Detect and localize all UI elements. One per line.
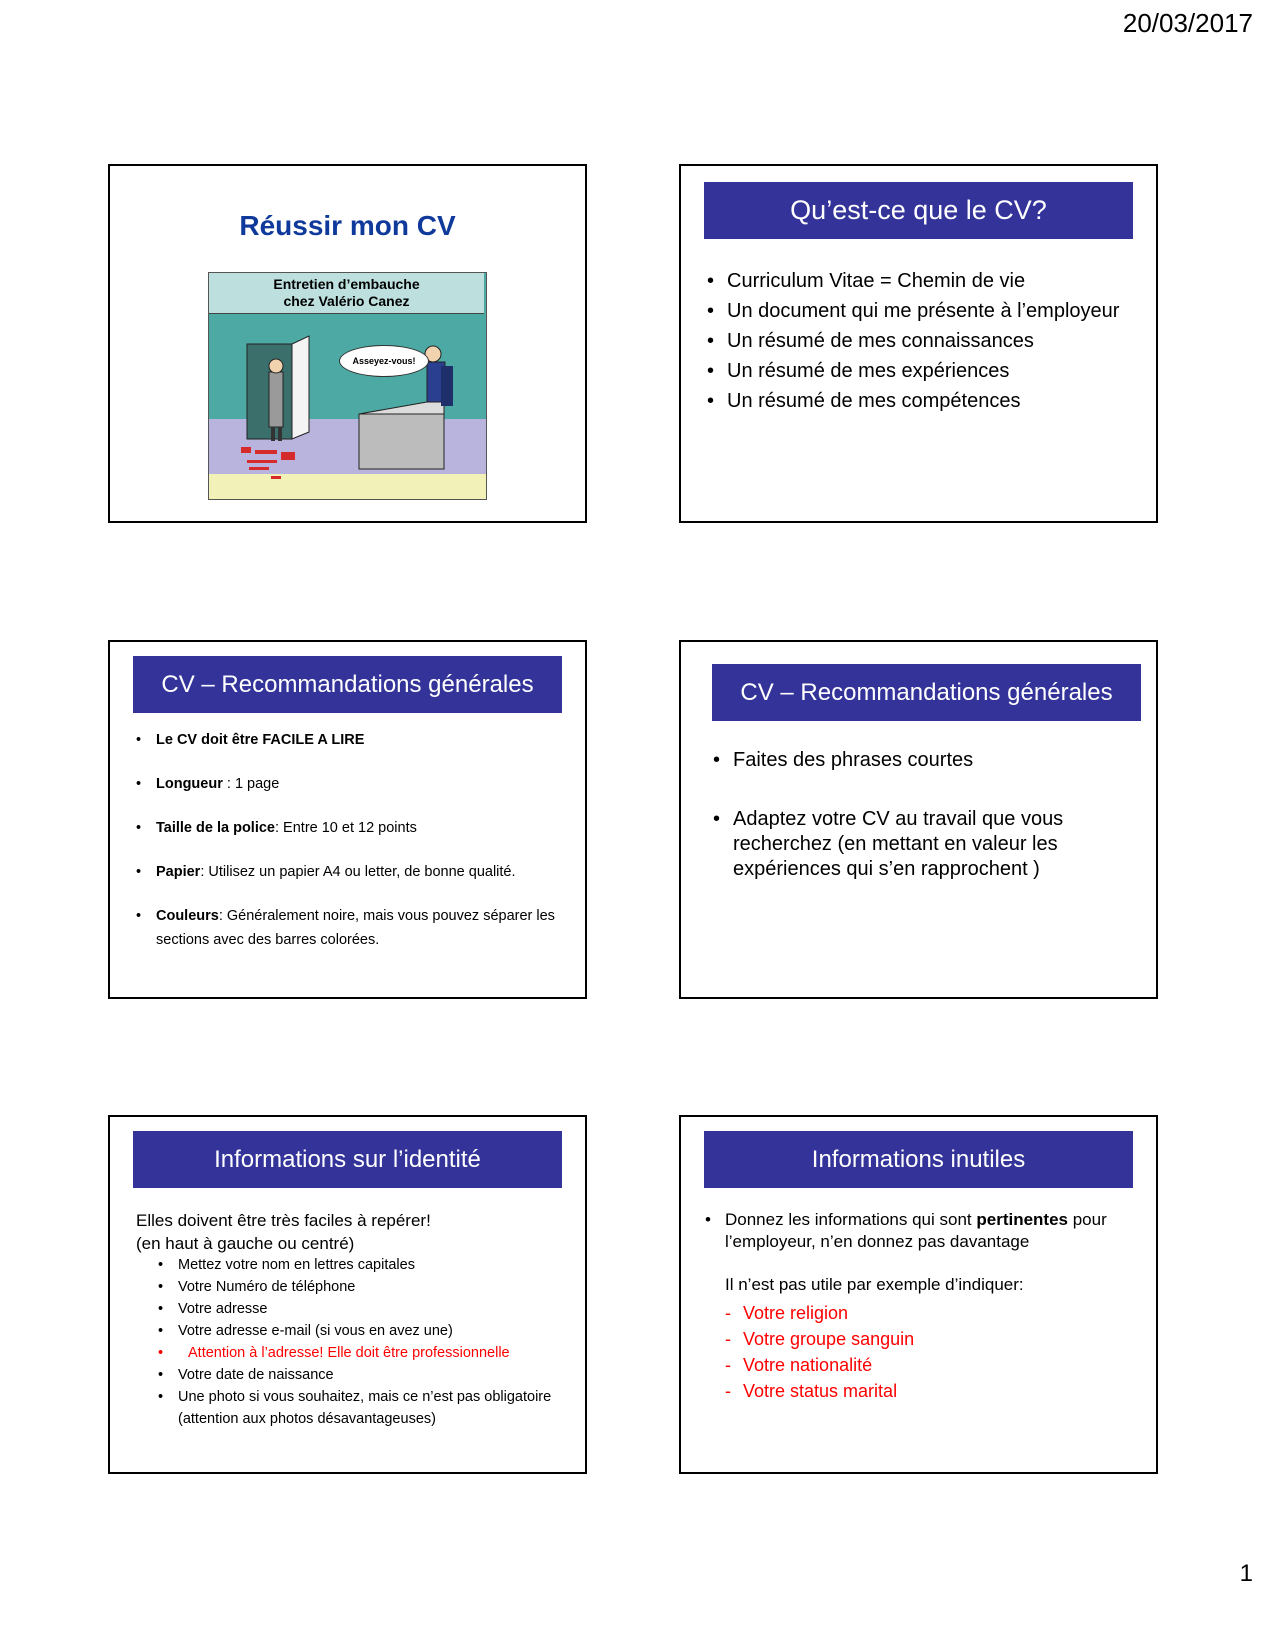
page-number: 1: [1239, 1560, 1253, 1587]
list-item: • Un résumé de mes connaissances: [705, 329, 1135, 354]
item-text: : Entre 10 et 12 points: [275, 820, 417, 836]
slide-2: [679, 164, 1158, 523]
slide-title: Réussir mon CV: [239, 210, 456, 241]
slide-title: CV – Recommandations générales: [740, 679, 1113, 706]
item-label: Papier: [156, 864, 201, 880]
cartoon-caption-line1: Entretien d’embauche: [273, 276, 420, 292]
list-item: • Un document qui me présente à l’employeur: [705, 299, 1135, 324]
item-text: : Généralement noire, mais vous pouvez séparer les sections avec des barres colorées.: [156, 908, 555, 948]
warning-item: • Attention à l’adresse! Elle doit être professionnelle: [156, 1342, 576, 1364]
list-item: - Votre nationalité: [723, 1352, 914, 1378]
slide-title-banner: [704, 182, 1133, 239]
bullet-list: [156, 1254, 576, 1430]
list-item: • Mettez votre nom en lettres capitales: [156, 1254, 576, 1276]
list-item: • Votre Numéro de téléphone: [156, 1276, 576, 1298]
subheading: Il n’est pas utile par exemple d’indiquer:: [725, 1275, 1024, 1294]
item-text: pour l’employeur, n’en donnez pas davantage: [725, 1210, 1107, 1251]
cartoon-caption-line2: chez Valério Canez: [283, 293, 410, 309]
list-item: • Curriculum Vitae = Chemin de vie: [705, 269, 1135, 294]
slide-6: [679, 1115, 1158, 1474]
bullet-list: [705, 269, 1135, 419]
slide-5: [108, 1115, 587, 1474]
list-item: [703, 1209, 1123, 1253]
item-text: : 1 page: [222, 776, 280, 792]
list-item: • Un résumé de mes compétences: [705, 389, 1135, 414]
list-item: • Votre date de naissance: [156, 1364, 576, 1386]
list-item: [134, 860, 574, 884]
item-label: Longueur: [156, 776, 223, 792]
list-item: - Votre status marital: [723, 1378, 914, 1404]
slide-title: Qu’est-ce que le CV?: [790, 195, 1047, 225]
bullet-list: [703, 1209, 1123, 1253]
list-item: [134, 728, 574, 752]
item-label: Le CV doit être FACILE A LIRE: [156, 732, 365, 748]
intro-text: [136, 1209, 431, 1255]
bullet-list: [711, 748, 1131, 916]
list-item: • Votre adresse: [156, 1298, 576, 1320]
slide-title-banner: [133, 1131, 562, 1188]
list-item: • Un résumé de mes expériences: [705, 359, 1135, 384]
bullet-list: [134, 728, 574, 972]
slide-title: Informations sur l’identité: [214, 1146, 481, 1173]
slide-4: [679, 640, 1158, 999]
slide-1: [108, 164, 587, 523]
slide-3: [108, 640, 587, 999]
item-text: Donnez les informations qui sont: [725, 1210, 977, 1229]
slide-title-banner: [133, 656, 562, 713]
intro-line1: Elles doivent être très faciles à repérer!: [136, 1211, 431, 1230]
slide-title-banner: [704, 1131, 1133, 1188]
page-date: 20/03/2017: [1122, 8, 1253, 38]
list-item: - Votre groupe sanguin: [723, 1326, 914, 1352]
list-item: • Adaptez votre CV au travail que vous recherchez (en mettant en valeur les expériences qui s’en rapprochent ): [711, 807, 1131, 882]
list-item: - Votre religion: [723, 1300, 914, 1326]
item-text: : Utilisez un papier A4 ou letter, de bonne qualité.: [200, 864, 516, 880]
slide-title-banner: [712, 664, 1141, 721]
list-item: • Une photo si vous souhaitez, mais ce n’est pas obligatoire (attention aux photos désavantageuses): [156, 1386, 576, 1430]
speech-bubble: Asseyez-vous!: [339, 345, 429, 377]
cartoon-drawing: [209, 314, 486, 499]
cartoon-caption: [209, 273, 484, 314]
intro-line2: (en haut à gauche ou centré): [136, 1234, 355, 1253]
list-item: [134, 816, 574, 840]
list-item: [134, 772, 574, 796]
list-item: • Faites des phrases courtes: [711, 748, 1131, 773]
slide-title: Informations inutiles: [811, 1146, 1026, 1173]
item-label: Taille de la police: [156, 820, 275, 836]
list-item: • Votre adresse e-mail (si vous en avez une): [156, 1320, 576, 1342]
slide-title: CV – Recommandations générales: [161, 671, 534, 698]
list-item: [134, 904, 574, 952]
dash-list: [723, 1300, 914, 1404]
item-label: Couleurs: [156, 908, 219, 924]
item-bold-text: pertinentes: [976, 1210, 1068, 1229]
cartoon-illustration: [208, 272, 487, 500]
